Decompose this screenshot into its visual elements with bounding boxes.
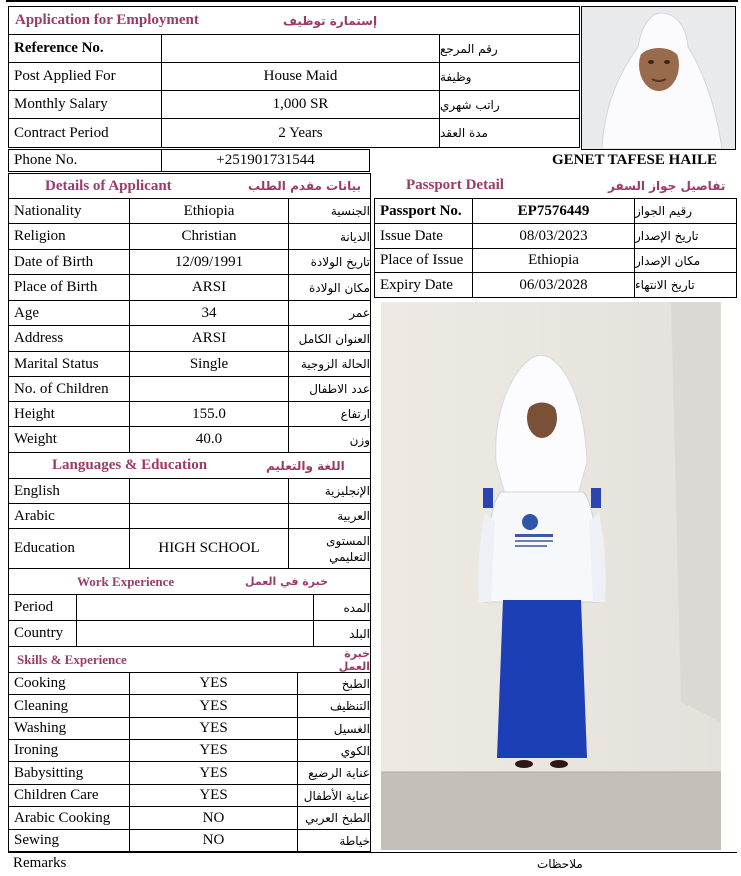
remarks-label: Remarks xyxy=(13,855,67,871)
header-row xyxy=(9,91,579,119)
passport-row-label-ar: تاريخ الانتهاء xyxy=(634,273,736,297)
skill-row-value: NO xyxy=(129,830,297,851)
applicant-row xyxy=(9,250,370,275)
skill-row xyxy=(9,830,370,852)
header-row xyxy=(9,35,579,63)
language-row-label: English xyxy=(14,482,60,499)
language-row-value xyxy=(129,504,288,528)
top-rule xyxy=(6,0,738,4)
applicant-row xyxy=(9,377,370,402)
skill-row-value: YES xyxy=(129,695,297,717)
languages-title-en: Languages & Education xyxy=(52,457,208,473)
applicant-row-label-ar: العنوان الكامل xyxy=(288,326,370,351)
skill-row-value: NO xyxy=(129,807,297,829)
skill-row-label: Arabic Cooking xyxy=(14,809,111,826)
passport-row-value: 06/03/2028 xyxy=(472,273,634,297)
passport-table xyxy=(374,198,737,298)
skill-row xyxy=(9,695,370,718)
work-row-label-ar: المده xyxy=(313,595,370,620)
work-row-label: Period xyxy=(14,599,54,615)
applicant-row-label: No. of Children xyxy=(14,380,109,397)
skill-row-label-ar: الطبخ xyxy=(297,673,370,694)
phone-label: Phone No. xyxy=(14,152,78,168)
language-row-label-ar: المستوى التعليمي xyxy=(288,529,370,568)
applicant-name: GENET TAFESE HAILE xyxy=(551,152,717,168)
work-row xyxy=(9,621,370,647)
skill-row-label: Cleaning xyxy=(14,697,69,714)
applicant-row-label-ar: ارتفاع xyxy=(288,402,370,426)
applicant-row-value: 155.0 xyxy=(129,402,288,426)
skill-row-label-ar: عناية الأطفال xyxy=(297,785,370,806)
applicant-row xyxy=(9,275,370,301)
applicant-details-table xyxy=(8,173,371,853)
applicant-row-value: Ethiopia xyxy=(129,199,288,223)
skill-row-label: Cooking xyxy=(14,675,66,691)
skill-row xyxy=(9,718,370,740)
language-row-value: HIGH SCHOOL xyxy=(129,529,288,568)
passport-row-label: Expiry Date xyxy=(380,276,453,293)
applicant-row-value: 12/09/1991 xyxy=(129,250,288,274)
language-row-value xyxy=(129,479,288,503)
applicant-row xyxy=(9,352,370,377)
applicant-row xyxy=(9,402,370,427)
skills-section-title xyxy=(9,647,370,673)
applicant-row-label-ar: عدد الاطفال xyxy=(288,377,370,401)
language-row xyxy=(9,479,370,504)
applicant-title-ar: بيانات مقدم الطلب xyxy=(248,179,362,193)
remarks-label-ar: ملاحظات xyxy=(537,856,583,871)
work-row-label: Country xyxy=(14,625,64,641)
applicant-row-label: Weight xyxy=(14,431,57,447)
header-row-label: Contract Period xyxy=(14,124,109,141)
applicant-row-label: Date of Birth xyxy=(14,253,94,270)
header-row-label-ar: رقم المرجع xyxy=(439,35,579,62)
applicant-row-label: Nationality xyxy=(14,202,82,219)
work-row-label-ar: البلد xyxy=(313,621,370,646)
skill-row-label-ar: الكوي xyxy=(297,740,370,761)
applicant-row-label: Age xyxy=(14,304,39,321)
skill-row-value: YES xyxy=(129,740,297,761)
skill-row xyxy=(9,762,370,785)
passport-row-label-ar: مكان الإصدار xyxy=(634,249,736,272)
applicant-row-value xyxy=(129,377,288,401)
language-row-label: Education xyxy=(14,540,75,556)
applicant-row-label-ar: الديانة xyxy=(288,224,370,249)
skill-row-label-ar: خياطة xyxy=(297,830,370,851)
skill-row-value: YES xyxy=(129,673,297,694)
language-row xyxy=(9,504,370,529)
applicant-row-label-ar: الحالة الزوجية xyxy=(288,352,370,376)
header-title-en: Application for Employment xyxy=(15,12,199,28)
skill-row xyxy=(9,673,370,695)
skills-title-ar: خبرة العمل xyxy=(338,646,370,673)
header-row-label: Monthly Salary xyxy=(14,96,108,112)
applicant-row xyxy=(9,427,370,453)
skill-row-label-ar: عناية الرضيع xyxy=(297,762,370,784)
applicant-row-label: Marital Status xyxy=(14,355,99,372)
language-row-label: Arabic xyxy=(14,507,55,524)
applicant-row-label-ar: عمر xyxy=(288,301,370,325)
applicant-row-label: Address xyxy=(14,330,64,346)
full-length-photo xyxy=(381,302,721,850)
applicant-row-label-ar: الجنسية xyxy=(288,199,370,223)
applicant-title-en: Details of Applicant xyxy=(45,177,172,194)
passport-row-value: Ethiopia xyxy=(472,249,634,272)
skill-row-label: Ironing xyxy=(14,742,59,758)
applicant-row xyxy=(9,199,370,224)
applicant-row-label-ar: تاريخ الولادة xyxy=(288,250,370,274)
header-row-value xyxy=(161,35,439,62)
applicant-row-value: ARSI xyxy=(129,326,288,351)
skill-row-label: Children Care xyxy=(14,787,99,803)
header-title-row xyxy=(9,7,579,35)
skill-row-label-ar: الغسيل xyxy=(297,718,370,739)
skill-row xyxy=(9,785,370,807)
skill-row-label: Sewing xyxy=(14,832,59,848)
passport-row-label-ar: رقيم الجواز xyxy=(634,199,736,223)
applicant-row xyxy=(9,326,370,352)
applicant-row-label: Place of Birth xyxy=(14,279,98,295)
phone-value: +251901731544 xyxy=(161,150,369,171)
remarks-row xyxy=(8,852,737,874)
skill-row xyxy=(9,807,370,830)
passport-row-label: Issue Date xyxy=(380,227,443,244)
passport-row xyxy=(375,224,736,249)
language-row xyxy=(9,529,370,569)
skill-row-value: YES xyxy=(129,718,297,739)
work-row-value xyxy=(76,621,313,646)
header-row-value: House Maid xyxy=(161,63,439,90)
applicant-section-title xyxy=(9,174,370,199)
header-row-label-ar: راتب شهري xyxy=(439,91,579,118)
header-title-ar: إستمارة توظيف xyxy=(283,13,378,28)
portrait-figure-icon xyxy=(582,7,735,149)
passport-row xyxy=(375,249,736,273)
language-row-label-ar: الإنجليزية xyxy=(288,479,370,503)
applicant-row-value: ARSI xyxy=(129,275,288,300)
skill-row xyxy=(9,740,370,762)
language-row-label-ar: العربية xyxy=(288,504,370,528)
applicant-row-label: Height xyxy=(14,405,55,422)
applicant-row-label: Religion xyxy=(14,228,66,244)
header-row xyxy=(9,119,579,147)
header-row xyxy=(9,63,579,91)
passport-title-en: Passport Detail xyxy=(406,177,504,193)
passport-row-label: Passport No. xyxy=(380,202,462,219)
work-title-ar: خبرة في العمل xyxy=(245,575,329,588)
applicant-row xyxy=(9,301,370,326)
passport-row xyxy=(375,273,736,297)
passport-row-value: 08/03/2023 xyxy=(472,224,634,248)
passport-row-value: EP7576449 xyxy=(472,199,634,223)
header-row-label: Reference No. xyxy=(14,40,104,56)
languages-section-title xyxy=(9,453,370,479)
skill-row-label: Babysitting xyxy=(14,764,84,781)
passport-section-title xyxy=(372,173,737,198)
skill-row-label-ar: الطبخ العربي xyxy=(297,807,370,829)
applicant-row-value: 40.0 xyxy=(129,427,288,452)
passport-title-ar: تفاصيل جواز السفر xyxy=(608,178,726,193)
applicant-row xyxy=(9,224,370,250)
portrait-photo xyxy=(581,6,736,150)
applicant-row-label-ar: مكان الولادة xyxy=(288,275,370,300)
header-row-label-ar: وظيفة xyxy=(439,63,579,90)
passport-row-label: Place of Issue xyxy=(380,252,464,268)
header-row-label: Post Applied For xyxy=(14,68,116,84)
skill-row-label-ar: التنظيف xyxy=(297,695,370,717)
skill-row-label: Washing xyxy=(14,720,67,736)
passport-row-label-ar: تاريخ الإصدار xyxy=(634,224,736,248)
applicant-row-value: 34 xyxy=(129,301,288,325)
header-row-value: 2 Years xyxy=(161,119,439,147)
work-section-title xyxy=(9,569,370,595)
work-row-value xyxy=(76,595,313,620)
skill-row-value: YES xyxy=(129,785,297,806)
work-title-en: Work Experience xyxy=(77,573,175,589)
applicant-row-value: Single xyxy=(129,352,288,376)
full-body-figure-icon xyxy=(381,302,721,850)
phone-row xyxy=(8,149,370,172)
skill-row-value: YES xyxy=(129,762,297,784)
languages-title-ar: اللغة والتعليم xyxy=(266,458,345,473)
applicant-row-value: Christian xyxy=(129,224,288,249)
skills-title-en: Skills & Experience xyxy=(17,651,127,667)
header-row-label-ar: مدة العقد xyxy=(439,119,579,147)
work-row xyxy=(9,595,370,621)
header-row-value: 1,000 SR xyxy=(161,91,439,118)
passport-row xyxy=(375,199,736,224)
header-table xyxy=(8,6,580,148)
applicant-row-label-ar: وزن xyxy=(288,427,370,452)
